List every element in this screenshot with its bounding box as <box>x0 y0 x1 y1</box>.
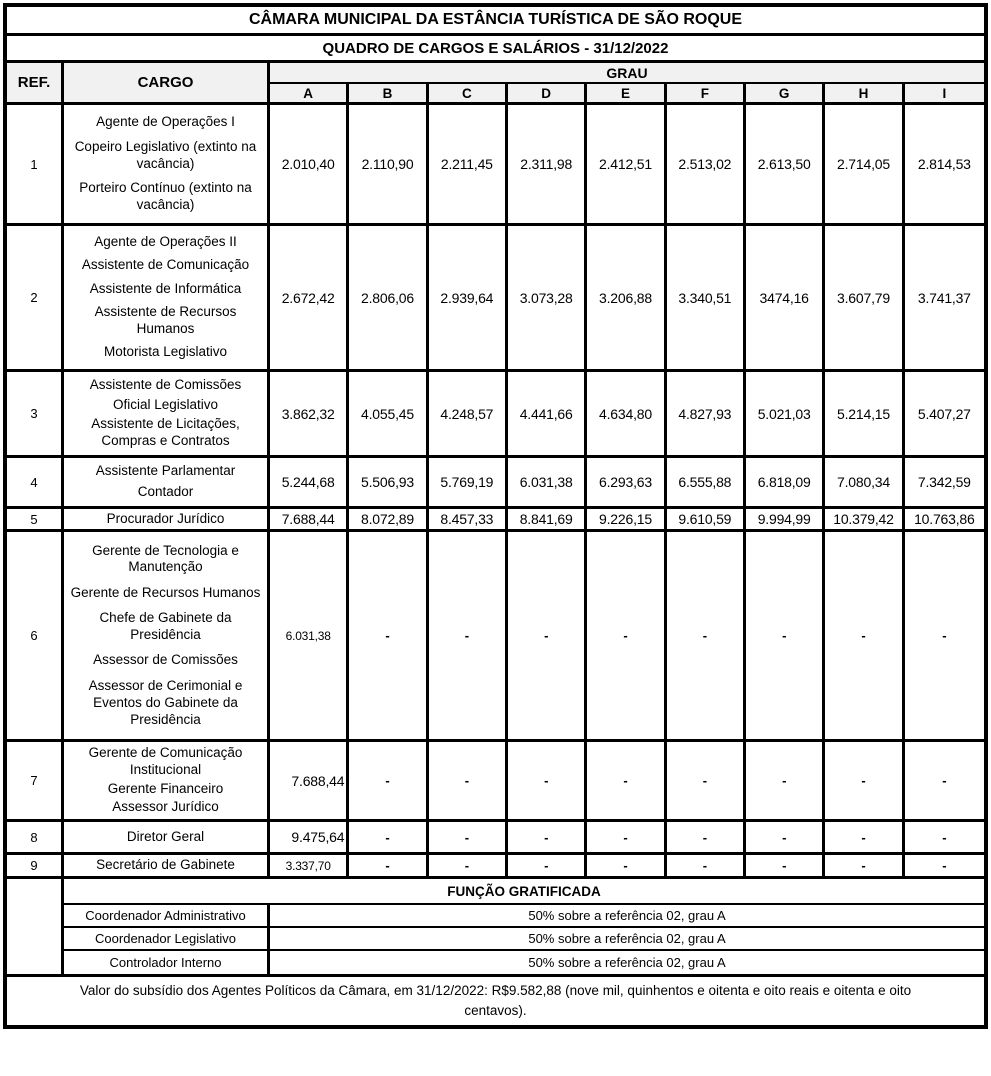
cargo-item: Copeiro Legislativo (extinto na vacância) <box>74 138 257 171</box>
table-row <box>7 855 984 879</box>
value-cell: 2.211,45 <box>429 105 508 223</box>
value-cell: 6.555,88 <box>667 458 746 506</box>
value-cell: - <box>429 532 508 739</box>
value-cell: 5.506,93 <box>349 458 428 506</box>
cargo-item: Agente de Operações I <box>96 114 235 130</box>
funcao-gratificada-value: 50% sobre a referência 02, grau A <box>528 908 726 923</box>
value-cell: 4.634,80 <box>587 372 666 455</box>
value-cell: - <box>587 532 666 739</box>
value-cell: 2.613,50 <box>746 105 825 223</box>
value-cell: 3.741,37 <box>917 289 971 306</box>
value-cell: - <box>429 855 508 876</box>
cargo-item: Contador <box>137 483 194 499</box>
cargo-cell <box>64 509 270 530</box>
value-cell: 5.021,03 <box>746 372 825 455</box>
table-row <box>7 372 984 458</box>
col-header-grade: G <box>746 84 825 102</box>
table-row <box>7 458 984 509</box>
cargo-item: Oficial Legislativo <box>112 396 219 412</box>
ref-cell: 5 <box>7 509 64 530</box>
funcao-gratificada-cargo: Coordenador Legislativo <box>64 928 270 949</box>
ref-cell: 3 <box>7 372 64 455</box>
col-header-grade: F <box>667 84 746 102</box>
value-cell: - <box>825 855 904 876</box>
col-header-grade: E <box>587 84 666 102</box>
cargo-item: Assistente de Comunicação <box>81 257 250 273</box>
table-row <box>7 822 984 855</box>
cargo-item: Gerente Financeiro <box>107 780 224 796</box>
cargo-item: Procurador Jurídico <box>106 511 225 526</box>
value-cell: - <box>587 855 666 876</box>
cargo-item: Assessor de Cerimonial e Eventos do Gabinete da Presidência <box>88 677 243 727</box>
cargo-item: Assistente Parlamentar <box>95 463 236 479</box>
table-row <box>7 509 984 532</box>
value-cell: - <box>825 822 904 852</box>
value-cell: 3.607,79 <box>825 226 904 369</box>
value-cell: - <box>349 742 428 819</box>
cargo-cell <box>64 822 270 852</box>
cargo-item: Porteiro Contínuo (extinto na vacância) <box>79 179 252 212</box>
value-cell: - <box>587 822 666 852</box>
funcao-gratificada-section <box>7 879 984 977</box>
ref-cell: 7 <box>7 742 64 819</box>
cargo-item: Assessor de Comissões <box>93 652 238 668</box>
funcao-gratificada-row <box>64 951 984 974</box>
col-header-grade: H <box>825 84 904 102</box>
table-row <box>7 226 984 372</box>
value-cell: 2.939,64 <box>429 226 508 369</box>
value-cell: - <box>587 742 666 819</box>
value-cell: 3.337,70 <box>270 855 349 876</box>
ref-cell: 2 <box>7 226 64 369</box>
value-cell: 9.610,59 <box>667 509 746 530</box>
funcao-gratificada-row <box>64 928 984 951</box>
value-cell: 7.688,44 <box>270 509 349 530</box>
value-cell: 9.994,99 <box>746 509 825 530</box>
value-cell: 4.055,45 <box>349 372 428 455</box>
value-cell: - <box>508 532 587 739</box>
col-header-cargo: CARGO <box>64 63 270 102</box>
value-cell: 8.841,69 <box>508 509 587 530</box>
value-cell: - <box>746 855 825 876</box>
value-cell: 6.031,38 <box>508 458 587 506</box>
value-cell: 5.407,27 <box>917 405 971 422</box>
cargo-item: Gerente de Recursos Humanos <box>70 584 261 600</box>
cargo-item: Chefe de Gabinete da Presidência <box>99 610 232 643</box>
value-cell: 4.827,93 <box>667 372 746 455</box>
col-header-grau: GRAU <box>270 63 984 84</box>
col-header-grade: C <box>429 84 508 102</box>
value-cell: 7.342,59 <box>917 474 971 490</box>
value-cell: 10.763,86 <box>914 511 975 528</box>
funcao-gratificada-empty-cell <box>7 879 64 974</box>
value-cell: - <box>667 822 746 852</box>
value-cell: - <box>825 532 904 739</box>
cargo-item: Secretário de Gabinete <box>96 857 235 873</box>
value-cell: 4.248,57 <box>429 372 508 455</box>
value-cell: 2.311,98 <box>508 105 587 223</box>
value-cell: - <box>942 773 947 788</box>
cargo-cell <box>64 226 270 369</box>
cargo-cell <box>64 372 270 455</box>
col-header-grade: I <box>942 85 947 101</box>
ref-cell: 8 <box>7 822 64 852</box>
value-cell: 7.688,44 <box>270 742 349 819</box>
cargo-cell <box>64 855 270 876</box>
value-cell: 7.080,34 <box>825 458 904 506</box>
value-cell: - <box>746 532 825 739</box>
value-cell: - <box>746 742 825 819</box>
cargo-cell <box>64 532 270 739</box>
value-cell: - <box>942 628 947 643</box>
ref-cell: 9 <box>7 855 64 876</box>
col-header-ref: REF. <box>7 63 64 102</box>
value-cell: - <box>349 855 428 876</box>
value-cell: 9.226,15 <box>587 509 666 530</box>
value-cell: 2.714,05 <box>825 105 904 223</box>
funcao-gratificada-title: FUNÇÃO GRATIFICADA <box>64 879 984 905</box>
value-cell: - <box>508 822 587 852</box>
value-cell: 2.806,06 <box>349 226 428 369</box>
value-cell: 5.214,15 <box>825 372 904 455</box>
value-cell: 3.073,28 <box>508 226 587 369</box>
cargo-item: Motorista Legislativo <box>103 343 228 359</box>
cargo-item: Assistente de Informática <box>89 280 242 296</box>
value-cell: - <box>667 742 746 819</box>
value-cell: 3474,16 <box>746 226 825 369</box>
value-cell: 6.031,38 <box>270 532 349 739</box>
value-cell: 5.244,68 <box>270 458 349 506</box>
col-header-grau-group <box>270 63 984 102</box>
col-header-grade: B <box>349 84 428 102</box>
value-cell: - <box>349 532 428 739</box>
cargo-item: Gerente de Comunicação Institucional <box>88 745 243 778</box>
value-cell: - <box>429 822 508 852</box>
value-cell: 3.340,51 <box>667 226 746 369</box>
cargo-item: Diretor Geral <box>126 828 205 844</box>
value-cell: 2.672,42 <box>270 226 349 369</box>
cargo-item: Assistente de Comissões <box>89 376 242 392</box>
table-row <box>7 742 984 822</box>
funcao-gratificada-cargo: Coordenador Administrativo <box>64 905 270 926</box>
value-cell: 6.293,63 <box>587 458 666 506</box>
table-row <box>7 532 984 742</box>
funcao-gratificada-cargo: Controlador Interno <box>64 951 270 974</box>
value-cell: - <box>942 829 947 845</box>
funcao-gratificada-row <box>64 905 984 928</box>
value-cell: - <box>667 855 746 876</box>
value-cell: 2.412,51 <box>587 105 666 223</box>
value-cell: - <box>429 742 508 819</box>
value-cell: 2.110,90 <box>349 105 428 223</box>
salary-table-document <box>3 3 988 1029</box>
value-cell: 10.379,42 <box>825 509 904 530</box>
ref-cell: 4 <box>7 458 64 506</box>
funcao-gratificada-body <box>64 879 984 974</box>
value-cell: 2.814,53 <box>917 156 971 172</box>
value-cell: 2.010,40 <box>270 105 349 223</box>
ref-cell: 6 <box>7 532 64 739</box>
value-cell: - <box>825 742 904 819</box>
ref-cell: 1 <box>7 105 64 223</box>
cargo-cell <box>64 105 270 223</box>
value-cell: - <box>667 532 746 739</box>
document-subtitle: QUADRO DE CARGOS E SALÁRIOS - 31/12/2022 <box>7 36 984 63</box>
value-cell: 8.457,33 <box>429 509 508 530</box>
table-header <box>7 63 984 105</box>
cargo-cell <box>64 742 270 819</box>
value-cell: 5.769,19 <box>429 458 508 506</box>
value-cell: 6.818,09 <box>746 458 825 506</box>
col-header-grade: D <box>508 84 587 102</box>
footer-note: Valor do subsídio dos Agentes Políticos da Câmara, em 31/12/2022: R$9.582,88 (nove mil, quinhentos e oitenta e oito reais e oitenta e oito centavos). <box>79 982 912 1018</box>
value-cell: 3.206,88 <box>587 226 666 369</box>
cargo-item: Assistente de Licitações, Compras e Contratos <box>91 416 240 449</box>
value-cell: - <box>349 822 428 852</box>
value-cell: 8.072,89 <box>349 509 428 530</box>
grade-subheader-row <box>270 84 984 102</box>
document-title: CÂMARA MUNICIPAL DA ESTÂNCIA TURÍSTICA DE SÃO ROQUE <box>7 7 984 36</box>
col-header-grade: A <box>270 84 349 102</box>
value-cell: - <box>508 855 587 876</box>
cargo-item: Assistente de Recursos Humanos <box>94 303 237 336</box>
funcao-gratificada-value: 50% sobre a referência 02, grau A <box>528 955 726 970</box>
value-cell: - <box>508 742 587 819</box>
funcao-gratificada-value: 50% sobre a referência 02, grau A <box>528 931 726 946</box>
cargo-item: Agente de Operações II <box>94 234 237 250</box>
value-cell: - <box>942 858 947 873</box>
table-row <box>7 105 984 226</box>
value-cell: 4.441,66 <box>508 372 587 455</box>
cargo-cell <box>64 458 270 506</box>
cargo-item: Gerente de Tecnologia e Manutenção <box>92 542 239 575</box>
cargo-item: Assessor Jurídico <box>112 798 219 814</box>
value-cell: 2.513,02 <box>667 105 746 223</box>
value-cell: 9.475,64 <box>270 822 349 852</box>
value-cell: 3.862,32 <box>270 372 349 455</box>
value-cell: - <box>746 822 825 852</box>
